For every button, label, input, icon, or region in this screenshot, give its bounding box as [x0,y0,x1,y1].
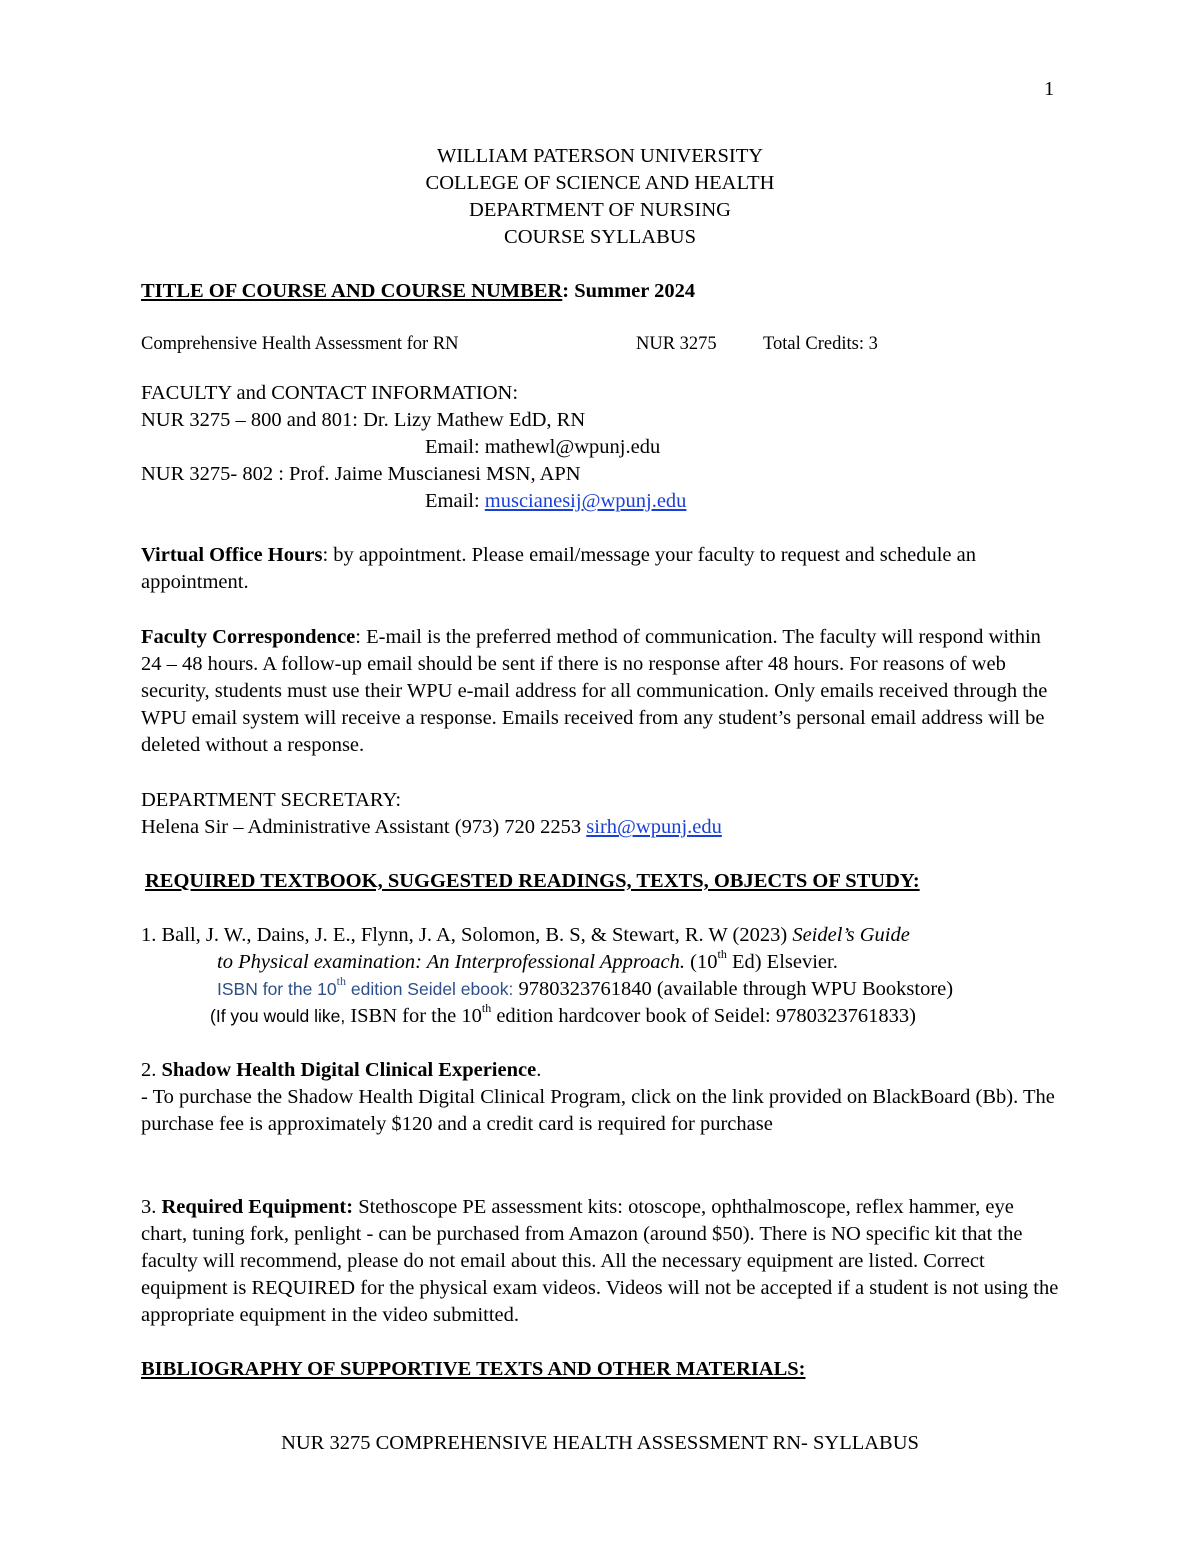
course-name: Comprehensive Health Assessment for RN [141,334,459,354]
faculty-section-2: NUR 3275- 802 : Prof. Jaime Muscianesi MSN, APN [141,463,581,485]
college-name: COLLEGE OF SCIENCE AND HEALTH [425,172,775,194]
office-hours-text: : by appointment. Please email/message your faculty to request and schedule an appointment. [141,544,976,593]
office-hours-label: Virtual Office Hours [141,544,323,566]
faculty-email-1: Email: mathewl@wpunj.edu [425,436,661,458]
correspondence-text: : E-mail is the preferred method of communication. The faculty will respond within 24 – 48 hours. A follow-up email should be sent if there is no response after 48 hours. For reasons of web security, students must use their WPU e-mail address for all communication. Only emails received through the WPU email system will receive a response. Emails received from any student’s personal email address will be deleted without a response. [141,626,1048,756]
secretary-line: Helena Sir – Administrative Assistant (973) 720 2253 sirh@wpunj.edu [141,816,722,838]
office-hours-paragraph [141,542,1061,596]
university-name: WILLIAM PATERSON UNIVERSITY [436,145,764,167]
faculty-heading: FACULTY and CONTACT INFORMATION: [141,382,519,404]
page-number: 1 [1044,78,1055,100]
document-header [0,143,1200,251]
email-mathew[interactable]: mathewl@wpunj.edu [484,436,661,458]
textbook-item-3: 3. Required Equipment: Stethoscope PE assessment kits: otoscope, ophthalmoscope, reflex hammer, eye chart, tuning fork, penlight - can be purchased from Amazon (around $50). There is NO specific kit that the faculty will recommend, please do not email about this. All the necessary equipment are listed. Correct equipment is REQUIRED for the physical exam videos. Videos will not be accepted if a student is not using the appropriate equipment in the video submitted. [141,1196,1059,1326]
course-title-label: TITLE OF COURSE AND COURSE NUMBER [141,280,563,302]
textbook-heading: REQUIRED TEXTBOOK, SUGGESTED READINGS, TEXTS, OBJECTS OF STUDY: [145,870,920,892]
faculty-email-2: Email: muscianesij@wpunj.edu [425,490,687,512]
shadow-health-text: - To purchase the Shadow Health Digital Clinical Program, click on the link provided on BlackBoard (Bb). The purchase fee is approximately $120 and a credit card is required for purchase [141,1086,1055,1135]
faculty-section-1: NUR 3275 – 800 and 801: Dr. Lizy Mathew EdD, RN [141,409,586,431]
course-credits: Total Credits: 3 [763,334,878,354]
isbn-ebook-line: ISBN for the 10th edition Seidel ebook: 9780323761840 (available through WPU Bookstore) [217,974,954,1000]
secretary-heading: DEPARTMENT SECRETARY: [141,789,402,811]
correspondence-label: Faculty Correspondence [141,626,356,648]
department-name: DEPARTMENT OF NURSING [469,199,731,221]
course-term: Summer 2024 [574,280,696,302]
textbook-item-1-line-2: to Physical examination: An Interprofessional Approach. (10th Ed) Elsevier. [217,947,838,973]
shadow-health-title: Shadow Health Digital Clinical Experience [161,1059,537,1081]
course-number: NUR 3275 [636,334,717,354]
email-link-sirh[interactable]: sirh@wpunj.edu [586,816,722,838]
equipment-title: Required Equipment: [161,1196,354,1218]
equipment-text: Stethoscope PE assessment kits: otoscope, ophthalmoscope, reflex hammer, eye chart, tuning fork, penlight - can be purchased from Amazon (around $50). There is NO specific kit that the faculty will recommend, please do not email about this. All the necessary equipment are listed. Correct equipment is REQUIRED for the physical exam videos. Videos will not be accepted if a student is not using the appropriate equipment in the video submitted. [141,1196,1059,1326]
textbook-item-2: 2. Shadow Health Digital Clinical Experience. - To purchase the Shadow Health Digital Clinical Program, click on the link provided on BlackBoard (Bb). The purchase fee is approximately $120 and a credit card is required for purchase [141,1057,1061,1138]
isbn-hardcover-line: (If you would like, ISBN for the 10th edition hardcover book of Seidel: 9780323761833) [210,1001,916,1027]
bibliography-heading: BIBLIOGRAPHY OF SUPPORTIVE TEXTS AND OTHER MATERIALS: [141,1358,806,1380]
email-link-muscianesi[interactable]: muscianesij@wpunj.edu [484,490,687,512]
correspondence-paragraph [141,624,1061,759]
textbook-item-1-line-1: 1. Ball, J. W., Dains, J. E., Flynn, J. A, Solomon, B. S, & Stewart, R. W (2023) Seidel’s Guide [141,924,910,946]
page-footer: NUR 3275 COMPREHENSIVE HEALTH ASSESSMENT RN- SYLLABUS [281,1432,919,1454]
document-type: COURSE SYLLABUS [504,226,696,248]
course-title-line: TITLE OF COURSE AND COURSE NUMBER: Summer 2024 [141,280,696,302]
